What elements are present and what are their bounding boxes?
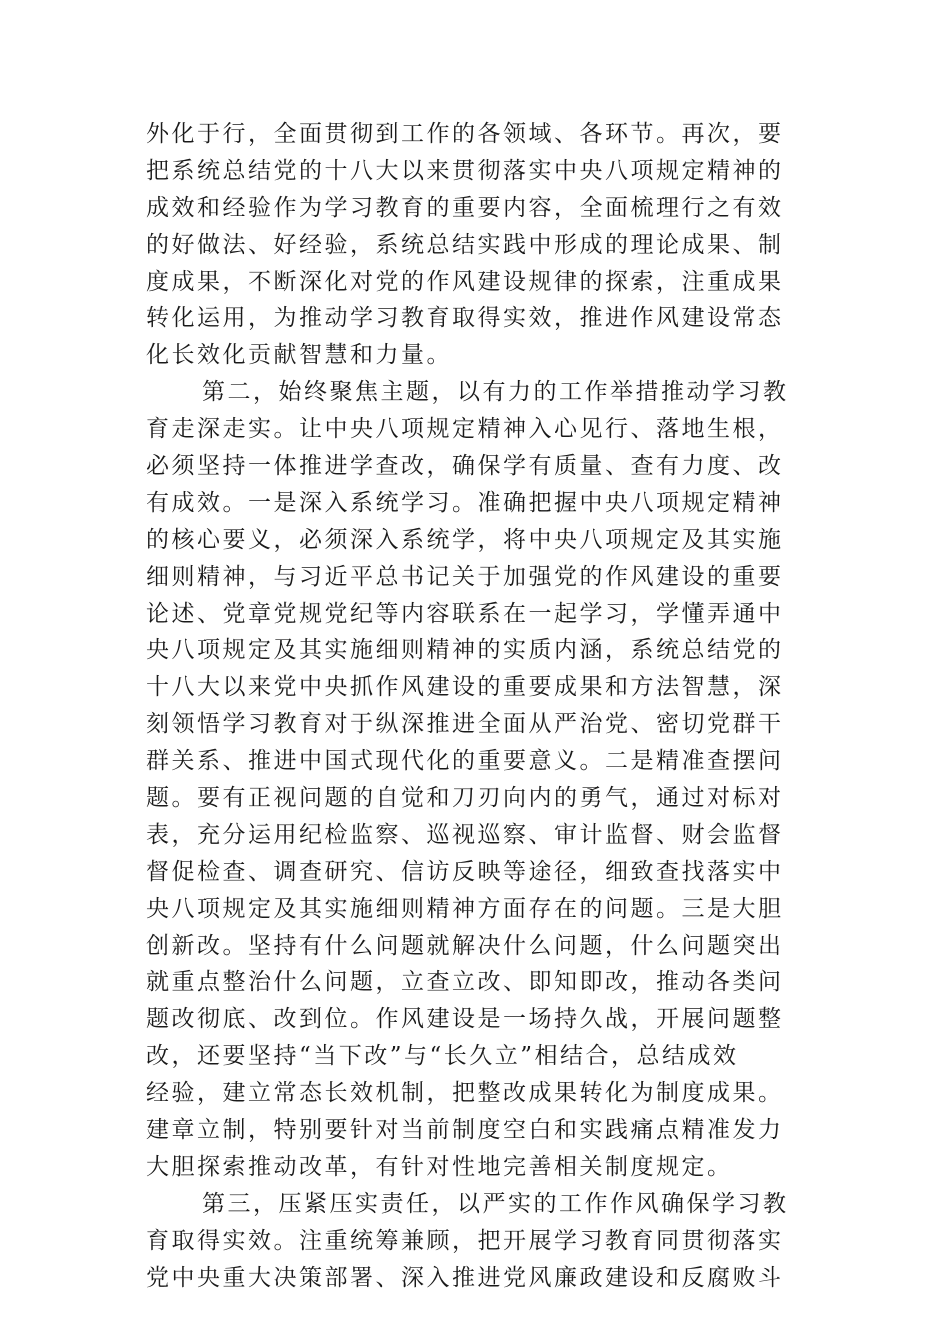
text-line: 度成果，不断深化对党的作风建设规律的探索，注重成果: [146, 268, 784, 295]
text-line: 经验，建立常态长效机制，把整改成果转化为制度成果。: [146, 1080, 784, 1107]
text-line: 的核心要义，必须深入系统学，将中央八项规定及其实施: [146, 526, 784, 553]
text-line: 央八项规定及其实施细则精神的实质内涵，系统总结党的: [146, 637, 784, 664]
text-line: 的好做法、好经验，系统总结实践中形成的理论成果、制: [146, 231, 784, 258]
document-body: [146, 116, 818, 1297]
text-line: 外化于行，全面贯彻到工作的各领域、各环节。再次，要: [146, 121, 784, 147]
text-line: 表，充分运用纪检监察、巡视巡察、审计监督、财会监督: [146, 821, 784, 848]
text-line: 细则精神，与习近平总书记关于加强党的作风建设的重要: [146, 563, 784, 590]
text-line: 育走深走实。让中央八项规定精神入心见行、落地生根，: [146, 416, 784, 443]
text-line: 育取得实效。注重统筹兼顾，把开展学习教育同贯彻落实: [146, 1227, 784, 1254]
text-line: 第二，始终聚焦主题，以有力的工作举措推动学习教: [202, 379, 789, 406]
text-line: 十八大以来党中央抓作风建设的重要成果和方法智慧，深: [146, 674, 784, 701]
text-line: 题。要有正视问题的自觉和刀刃向内的勇气，通过对标对: [146, 785, 784, 812]
text-line: 把系统总结党的十八大以来贯彻落实中央八项规定精神的: [146, 157, 784, 184]
text-line: 成效和经验作为学习教育的重要内容，全面梳理行之有效: [146, 194, 784, 221]
text-line: 第三，压紧压实责任，以严实的工作作风确保学习教: [202, 1190, 789, 1217]
text-line: 化长效化贡献智慧和力量。: [146, 342, 452, 369]
text-line: 必须坚持一体推进学查改，确保学有质量、查有力度、改: [146, 453, 784, 480]
text-line: 改，还要坚持“当下改”与“长久立”相结合，总结成效: [146, 1043, 739, 1070]
text-line: 党中央重大决策部署、深入推进党风廉政建设和反腐败斗: [146, 1264, 784, 1291]
text-line: 论述、党章党规党纪等内容联系在一起学习，学懂弄通中: [146, 600, 784, 627]
text-line: 大胆探索推动改革，有针对性地完善相关制度规定。: [146, 1153, 733, 1180]
text-line: 央八项规定及其实施细则精神方面存在的问题。三是大胆: [146, 895, 784, 922]
text-line: 题改彻底、改到位。作风建设是一场持久战，开展问题整: [146, 1006, 784, 1033]
text-line: 有成效。一是深入系统学习。准确把握中央八项规定精神: [146, 489, 784, 516]
text-line: 群关系、推进中国式现代化的重要意义。二是精准查摆问: [146, 748, 784, 775]
text-line: 创新改。坚持有什么问题就解决什么问题，什么问题突出: [146, 932, 784, 959]
text-line: 转化运用，为推动学习教育取得实效，推进作风建设常态: [146, 305, 784, 332]
text-line: 刻领悟学习教育对于纵深推进全面从严治党、密切党群干: [146, 711, 784, 738]
text-line: 建章立制，特别要针对当前制度空白和实践痛点精准发力: [146, 1117, 784, 1144]
text-line: 督促检查、调查研究、信访反映等途径，细致查找落实中: [146, 858, 784, 885]
text-line: 就重点整治什么问题，立查立改、即知即改，推动各类问: [146, 969, 784, 996]
